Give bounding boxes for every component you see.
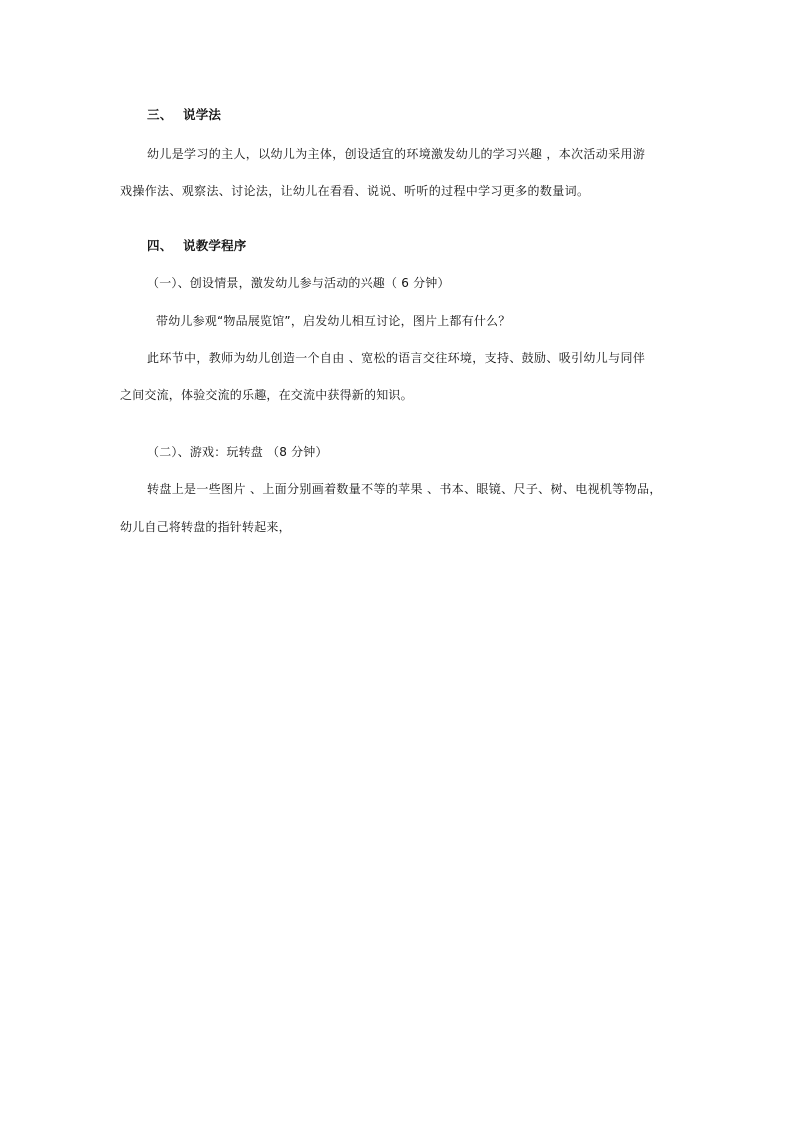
- section-4-heading: [147, 238, 247, 254]
- section-3-paragraph-line-1: 幼儿是学习的主人，以幼儿为主体，创设适宜的环境激发幼儿的学习兴趣 ，本次活动采用游: [147, 147, 646, 161]
- section-3-number: 三、: [147, 107, 173, 122]
- section-3-heading: [147, 107, 221, 123]
- step-1-text: 带幼儿参观“物品展览馆”，启发幼儿相互讨论，图片上都有什么？: [156, 314, 511, 328]
- step-2-paragraph-line-2: 幼儿自己将转盘的指针转起来，: [120, 520, 291, 534]
- step-1-title: （一）、创设情景，激发幼儿参与活动的兴趣（ 6 分钟）: [147, 276, 450, 290]
- section-4-title: 说教学程序: [183, 238, 247, 253]
- step-1-paragraph-line-2: 之间交流，体验交流的乐趣，在交流中获得新的知识。: [120, 388, 413, 402]
- section-3-title: 说学法: [183, 107, 222, 122]
- step-1-paragraph-line-1: 此环节中，教师为幼儿创造一个自由 、宽松的语言交往环境，支持、鼓励、吸引幼儿与同伴: [147, 351, 646, 365]
- step-2-paragraph-line-1: 转盘上是一些图片 、上面分别画着数量不等的苹果 、书本、眼镜、尺子、树、电视机等物品，: [147, 482, 662, 496]
- step-2-title: （二）、游戏：玩转盘 （8 分钟）: [147, 445, 328, 459]
- section-3-paragraph-line-2: 戏操作法、观察法、讨论法，让幼儿在看看、说说、听听的过程中学习更多的数量词。: [120, 184, 590, 198]
- section-4-number: 四、: [147, 238, 173, 253]
